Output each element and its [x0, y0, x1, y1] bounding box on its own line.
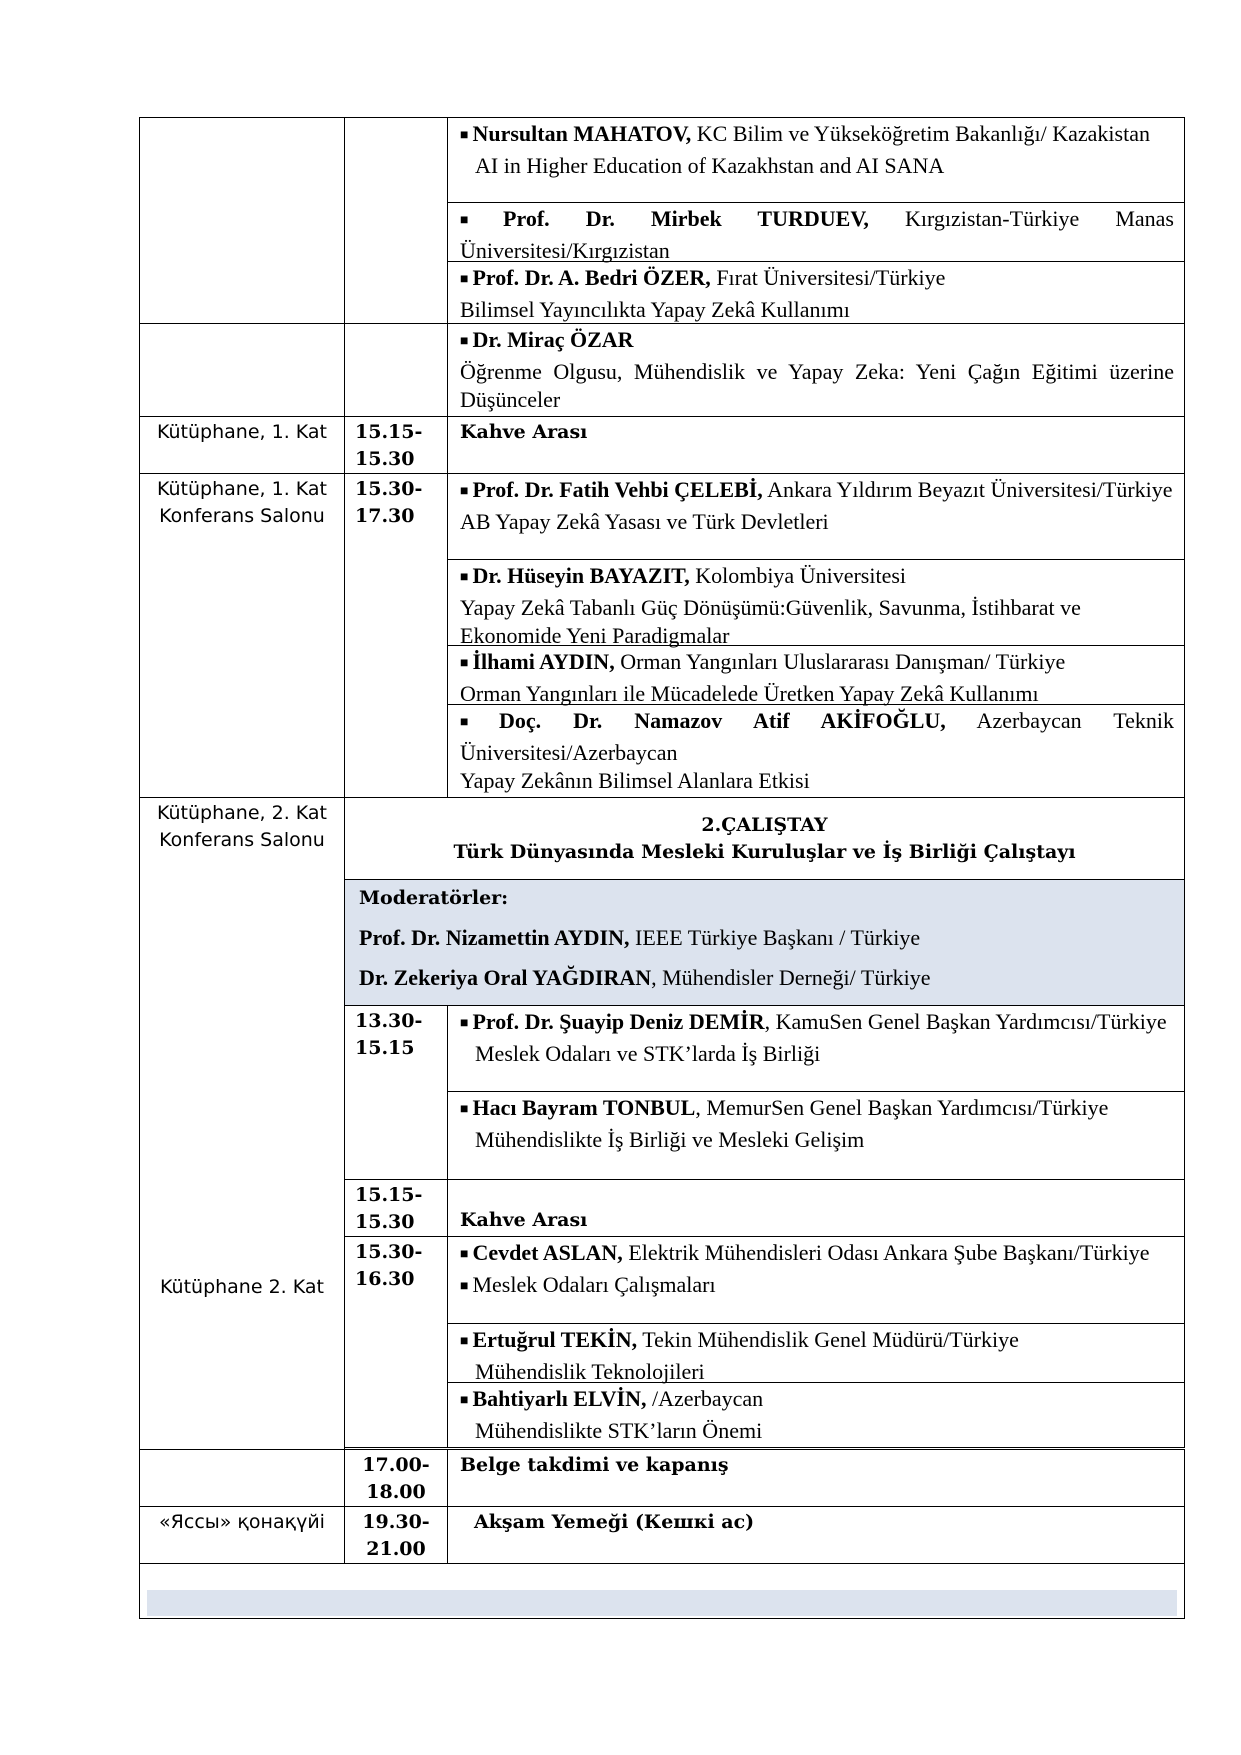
time-cell: 15.30- 16.30	[345, 1237, 448, 1448]
bullet-icon: ■	[460, 1279, 469, 1294]
moderators-cell	[345, 880, 1185, 1006]
program-page	[139, 117, 1185, 1619]
moderators-label: Moderatörler:	[359, 887, 509, 909]
table-row	[140, 417, 1185, 474]
speaker-item: ■ Prof. Dr. Mirbek TURDUEV, Kırgızistan-Türkiye Manas Üniversitesi/Kırgızistan	[448, 202, 1184, 261]
bullet-icon: ■	[460, 213, 500, 228]
bullet-icon: ■	[460, 1247, 469, 1262]
speaker-item: ■ Nursultan MAHATOV, KC Bilim ve Yükseköğretim Bakanlığı/ Kazakistan AI in Higher Education of Kazakhstan and AI SANA	[460, 121, 1150, 178]
table-row	[140, 1564, 1185, 1619]
bullet-icon: ■	[460, 334, 469, 349]
time-cell: 17.00- 18.00	[345, 1450, 448, 1507]
speakers-cell	[448, 324, 1185, 417]
speakers-cell	[448, 1006, 1185, 1180]
bullet-icon: ■	[460, 484, 469, 499]
location-cell: Kütüphane, 1. Kat	[140, 417, 345, 474]
table-row	[140, 798, 1185, 880]
workshop-title: 2.ÇALIŞTAY	[701, 814, 828, 836]
bullet-icon: ■	[460, 128, 469, 143]
footer-cell	[140, 1564, 1185, 1619]
bullet-icon: ■	[460, 715, 495, 730]
time-cell	[345, 324, 448, 417]
bullet-icon: ■	[460, 1393, 469, 1408]
table-row	[140, 118, 1185, 324]
table-row	[140, 474, 1185, 798]
bullet-icon: ■	[460, 1102, 469, 1117]
moderator: Dr. Zekeriya Oral YAĞDIRAN, Mühendisler Derneği/ Türkiye	[359, 965, 931, 990]
speakers-cell	[448, 1237, 1185, 1448]
break-cell: Kahve Arası	[448, 1180, 1185, 1237]
workshop-title-cell	[345, 798, 1185, 880]
break-cell: Kahve Arası	[448, 417, 1185, 474]
table-row	[140, 324, 1185, 417]
speaker-item: ■ Hacı Bayram TONBUL, MemurSen Genel Başkan Yardımcısı/Türkiye Mühendislikte İş Birliği ve Mesleki Gelişim	[448, 1091, 1184, 1156]
time-cell: 15.15- 15.30	[345, 1180, 448, 1237]
speaker-item: ■ Prof. Dr. Fatih Vehbi ÇELEBİ, Ankara Yıldırım Beyazıt Üniversitesi/Türkiye AB Yapay Zekâ Yasası ve Türk Devletleri	[460, 477, 1173, 534]
bullet-icon: ■	[460, 272, 469, 287]
speaker-item: ■ Prof. Dr. A. Bedri ÖZER, Fırat Üniversitesi/Türkiye Bilimsel Yayıncılıkta Yapay Zekâ Kullanımı	[448, 261, 1184, 320]
speaker-item: ■ Cevdet ASLAN, Elektrik Mühendisleri Odası Ankara Şube Başkanı/Türkiye ■ Meslek Odaları Çalışmaları	[460, 1240, 1150, 1297]
time-cell: 13.30- 15.15	[345, 1006, 448, 1180]
time-cell: 15.30- 17.30	[345, 474, 448, 798]
speakers-cell	[448, 118, 1185, 324]
table-row	[140, 1450, 1185, 1507]
table-row	[140, 1507, 1185, 1564]
time-cell: 19.30- 21.00	[345, 1507, 448, 1564]
location-cell	[140, 118, 345, 324]
time-cell	[345, 118, 448, 324]
speakers-cell	[448, 474, 1185, 798]
location-cell: Kütüphane, 2. Kat Konferans Salonu Kütüphane 2. Kat	[140, 798, 345, 1450]
closing-cell: Belge takdimi ve kapanış	[448, 1450, 1185, 1507]
speaker-item: ■ İlhami AYDIN, Orman Yangınları Uluslararası Danışman/ Türkiye Orman Yangınları ile Mücadelede Üretken Yapay Zekâ Kullanımı	[448, 645, 1184, 704]
bullet-icon: ■	[460, 570, 469, 585]
program-table	[139, 117, 1185, 1619]
location-bottom: Kütüphane 2. Kat	[160, 1276, 324, 1298]
bullet-icon: ■	[460, 1334, 469, 1349]
workshop-subtitle: Türk Dünyasında Mesleki Kuruluşlar ve İş Birliği Çalıştayı	[453, 841, 1076, 863]
speaker-item: ■ Dr. Hüseyin BAYAZIT, Kolombiya Üniversitesi Yapay Zekâ Tabanlı Güç Dönüşümü:Güvenlik, Savunma, İstihbarat ve Ekonomide Yeni Paradigmalar	[448, 559, 1184, 645]
bullet-icon: ■	[460, 656, 469, 671]
dinner-cell: Akşam Yemeği (Кешкі ас)	[448, 1507, 1185, 1564]
bullet-icon: ■	[460, 1016, 469, 1031]
speaker-item: ■ Prof. Dr. Şuayip Deniz DEMİR, KamuSen Genel Başkan Yardımcısı/Türkiye Meslek Odaları ve STK’larda İş Birliği	[460, 1009, 1167, 1066]
footer-bar	[147, 1590, 1177, 1616]
speaker-item: ■ Bahtiyarlı ELVİN, /Azerbaycan Mühendislikte STK’ların Önemi	[448, 1382, 1184, 1447]
moderator: Prof. Dr. Nizamettin AYDIN, IEEE Türkiye Başkanı / Türkiye	[359, 925, 921, 950]
time-cell: 15.15- 15.30	[345, 417, 448, 474]
location-cell: Kütüphane, 1. Kat Konferans Salonu	[140, 474, 345, 798]
speaker-item: ■ Doç. Dr. Namazov Atif AKİFOĞLU, Azerbaycan Teknik Üniversitesi/Azerbaycan Yapay Zekânın Bilimsel Alanlara Etkisi	[448, 704, 1184, 797]
location-cell	[140, 324, 345, 417]
location-cell	[140, 1450, 345, 1507]
speaker-item: ■ Dr. Miraç ÖZAR Öğrenme Olgusu, Mühendislik ve Yapay Zeka: Yeni Çağın Eğitimi üzerine Düşünceler	[460, 327, 1174, 412]
speaker-item: ■ Ertuğrul TEKİN, Tekin Mühendislik Genel Müdürü/Türkiye Mühendislik Teknolojileri	[448, 1323, 1184, 1382]
location-cell: «Яссы» қонақүйі	[140, 1507, 345, 1564]
